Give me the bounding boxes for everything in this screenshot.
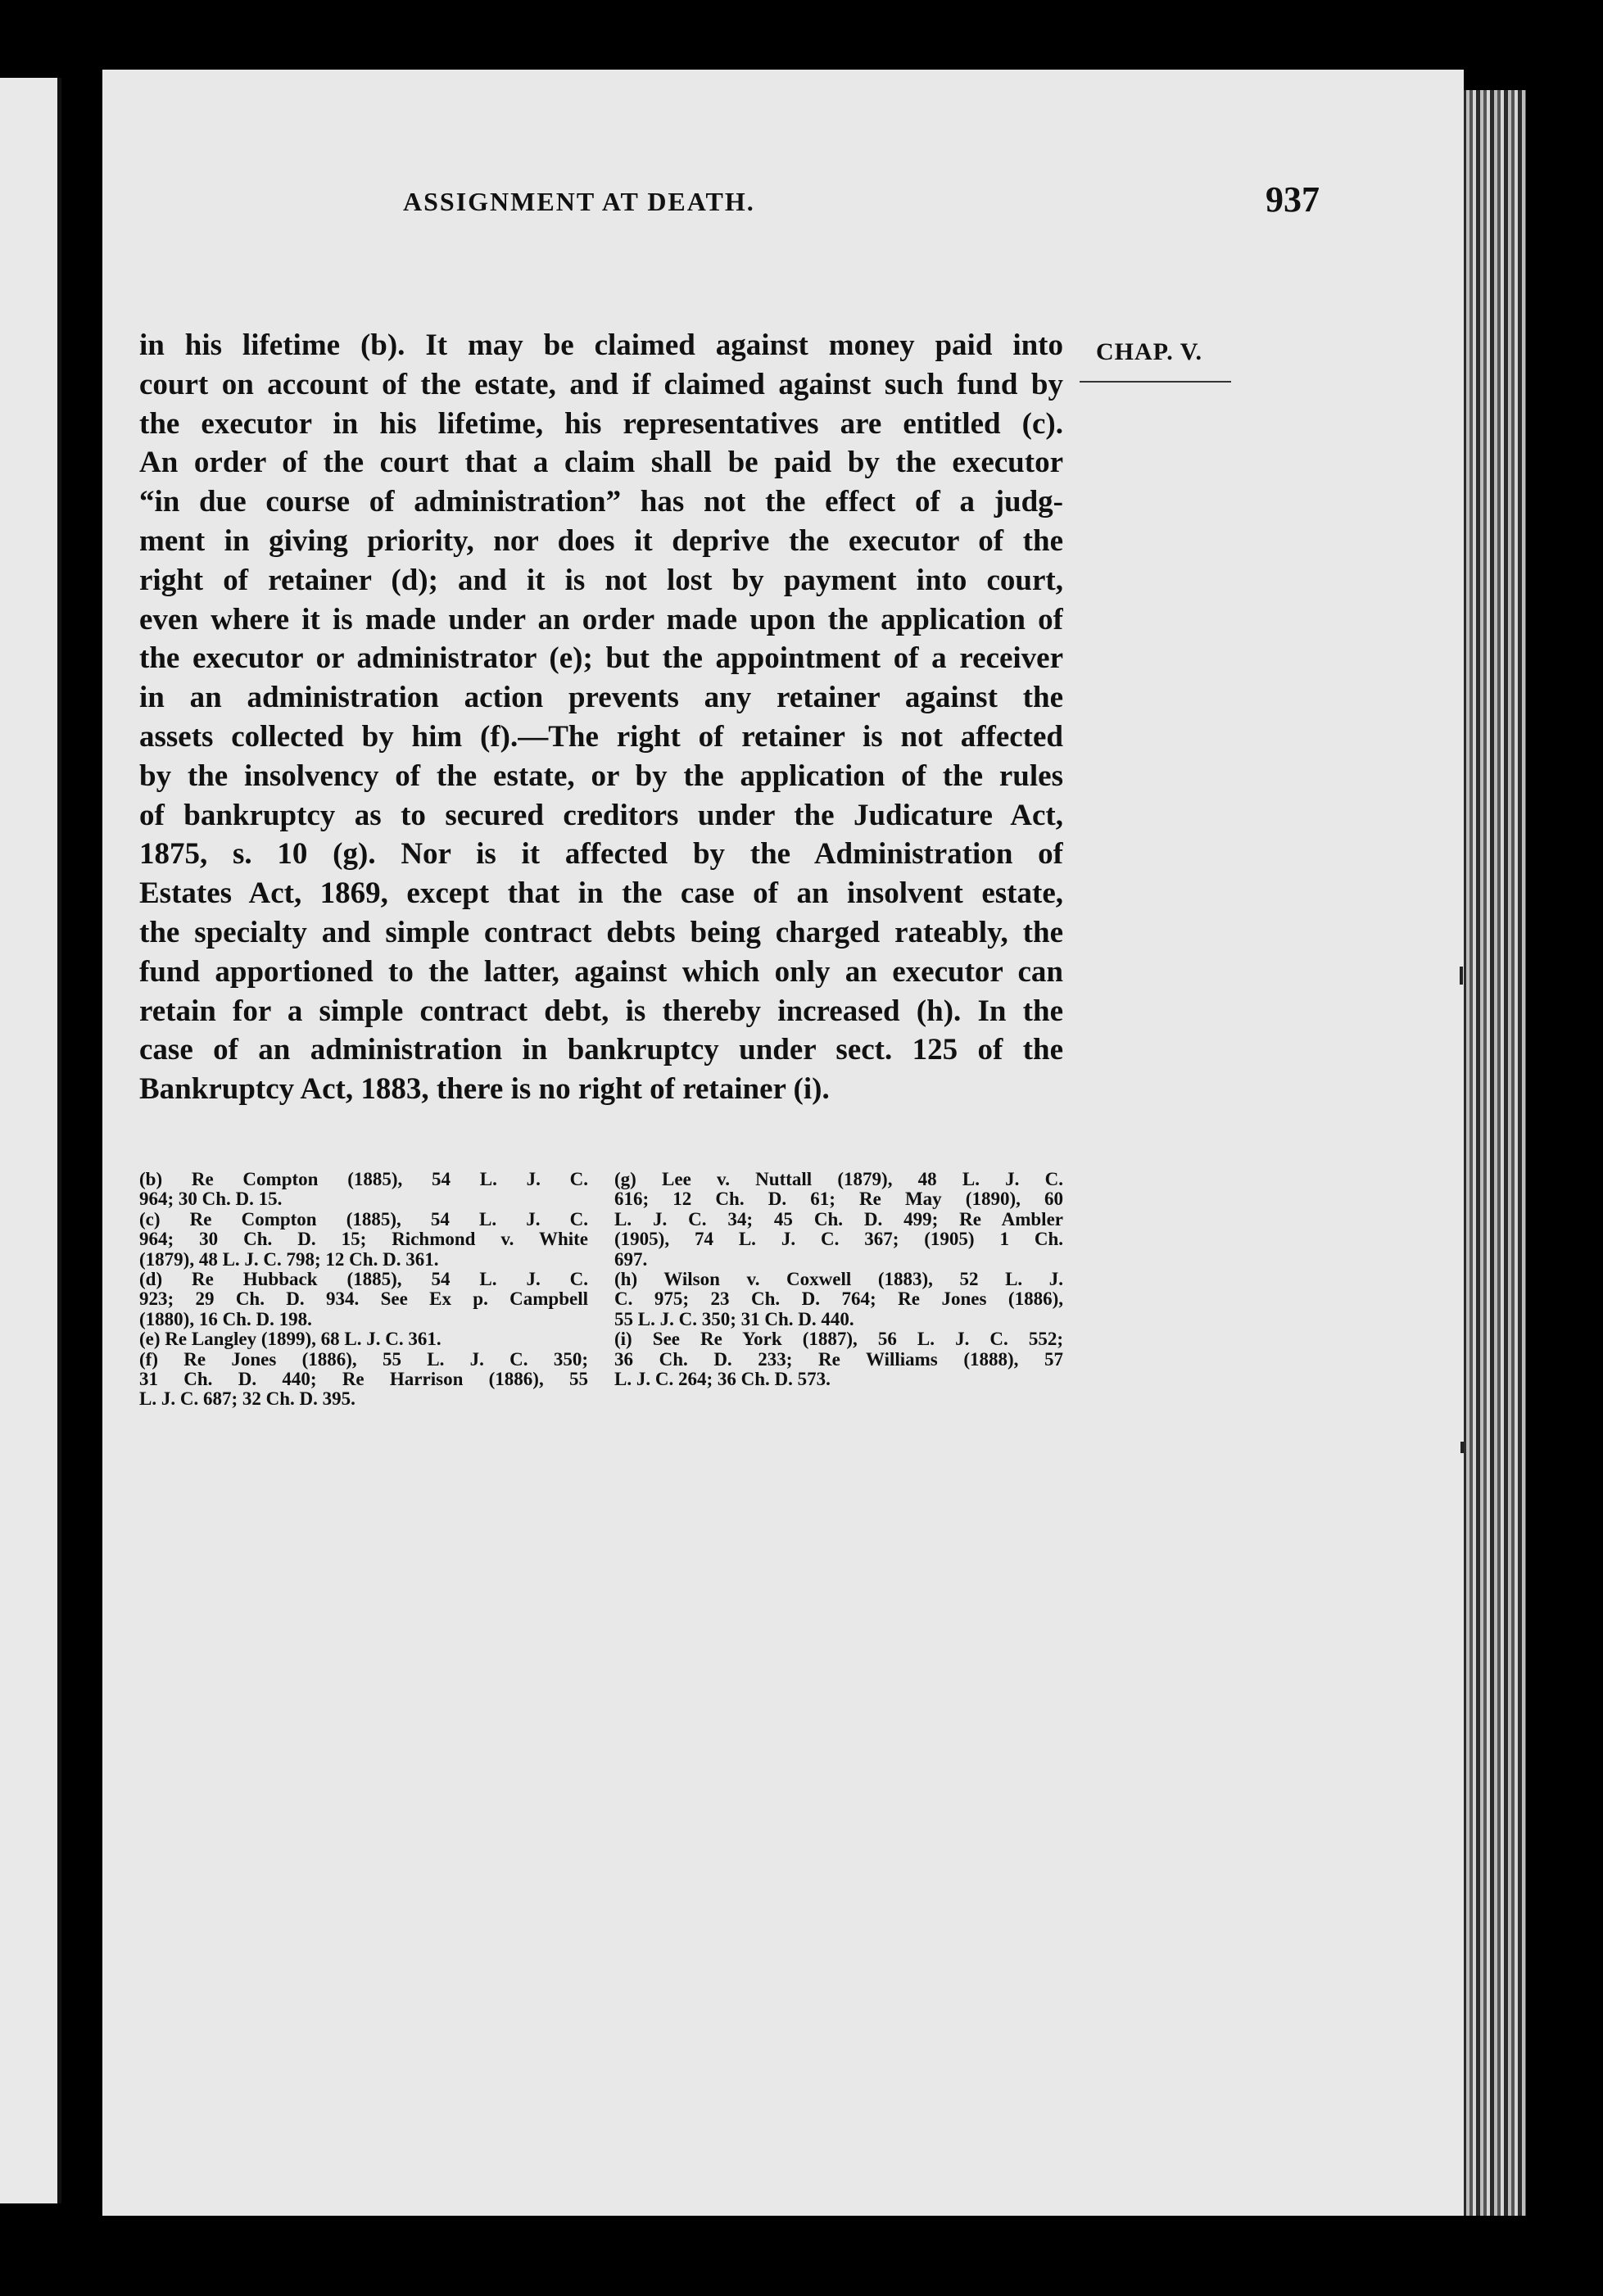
body-text-line: Bankruptcy Act, 1883, there is no right of retainer (i). bbox=[139, 1072, 830, 1107]
footnote-line: (1879), 48 L. J. C. 798; 12 Ch. D. 361. bbox=[139, 1249, 439, 1270]
footnote-line: (h) Wilson v. Coxwell (1883), 52 L. J. bbox=[614, 1269, 1063, 1289]
body-text-line: case of an administration in bankruptcy under sect. 125 of the bbox=[139, 1033, 1063, 1067]
footnote-line: (e) Re Langley (1899), 68 L. J. C. 361. bbox=[139, 1329, 442, 1350]
running-head: ASSIGNMENT AT DEATH. bbox=[403, 187, 755, 216]
page-stack-edges bbox=[1462, 90, 1526, 2216]
body-text-line: of bankruptcy as to secured creditors under the Judicature Act, bbox=[139, 798, 1063, 832]
footnote-line: 697. bbox=[614, 1249, 648, 1270]
margin-rule bbox=[1080, 381, 1231, 383]
footnote-line: 964; 30 Ch. D. 15; Richmond v. White bbox=[139, 1230, 588, 1250]
page-number: 937 bbox=[1266, 179, 1320, 220]
body-text-line: right of retainer (d); and it is not lost by payment into court, bbox=[139, 563, 1063, 597]
scan-artifact bbox=[1460, 967, 1463, 985]
body-text-line: fund apportioned to the latter, against which only an executor can bbox=[139, 954, 1063, 989]
body-text-line: 1875, s. 10 (g). Nor is it affected by the Administration of bbox=[139, 837, 1063, 872]
footnote-line: C. 975; 23 Ch. D. 764; Re Jones (1886), bbox=[614, 1289, 1063, 1310]
footnote-line: 31 Ch. D. 440; Re Harrison (1886), 55 bbox=[139, 1369, 588, 1389]
footnote-line: (c) Re Compton (1885), 54 L. J. C. bbox=[139, 1209, 588, 1230]
body-text-line: even where it is made under an order made upon the application of bbox=[139, 602, 1063, 636]
scan-artifact bbox=[1460, 1442, 1464, 1453]
body-text-line: assets collected by him (f).—The right of retainer is not affected bbox=[139, 719, 1063, 754]
footnote-line: (1880), 16 Ch. D. 198. bbox=[139, 1309, 312, 1329]
body-text-line: the executor or administrator (e); but the appointment of a receiver bbox=[139, 641, 1063, 676]
body-text-line: the specialty and simple contract debts being charged rateably, the bbox=[139, 915, 1063, 949]
body-text-line: the executor in his lifetime, his representatives are entitled (c). bbox=[139, 406, 1063, 441]
footnote-line: (d) Re Hubback (1885), 54 L. J. C. bbox=[139, 1269, 588, 1289]
body-text-line: in an administration action prevents any retainer against the bbox=[139, 681, 1063, 715]
footnote-line: L. J. C. 687; 32 Ch. D. 395. bbox=[139, 1389, 355, 1410]
body-text bbox=[139, 326, 1063, 1109]
footnote-line: 616; 12 Ch. D. 61; Re May (1890), 60 bbox=[614, 1189, 1063, 1210]
footnote-line: 36 Ch. D. 233; Re Williams (1888), 57 bbox=[614, 1349, 1063, 1370]
left-facing-page-edge bbox=[0, 78, 61, 2203]
footnote-line: (f) Re Jones (1886), 55 L. J. C. 350; bbox=[139, 1349, 588, 1370]
footnote-line: L. J. C. 264; 36 Ch. D. 573. bbox=[614, 1369, 831, 1389]
footnote-line: 923; 29 Ch. D. 934. See Ex p. Campbell bbox=[139, 1289, 588, 1310]
footnote-line: 55 L. J. C. 350; 31 Ch. D. 440. bbox=[614, 1309, 854, 1329]
footnote-line: (g) Lee v. Nuttall (1879), 48 L. J. C. bbox=[614, 1170, 1063, 1189]
footnote-line: (1905), 74 L. J. C. 367; (1905) 1 Ch. bbox=[614, 1230, 1063, 1250]
body-text-line: An order of the court that a claim shall be paid by the executor bbox=[139, 446, 1063, 480]
footnote-line: 964; 30 Ch. D. 15. bbox=[139, 1189, 283, 1210]
body-text-line: ment in giving priority, nor does it deprive the executor of the bbox=[139, 523, 1063, 558]
body-text-line: “in due course of administration” has not the effect of a judg- bbox=[139, 485, 1063, 519]
footnote-line: (b) Re Compton (1885), 54 L. J. C. bbox=[139, 1170, 588, 1189]
footnote-line: L. J. C. 34; 45 Ch. D. 499; Re Ambler bbox=[614, 1209, 1063, 1230]
footnotes-left-column bbox=[139, 1170, 588, 1410]
margin-chapter-note: CHAP. V. bbox=[1096, 338, 1202, 365]
body-text-line: retain for a simple contract debt, is thereby increased (h). In the bbox=[139, 994, 1063, 1028]
body-text-line: court on account of the estate, and if claimed against such fund by bbox=[139, 367, 1063, 401]
footnote-line: (i) See Re York (1887), 56 L. J. C. 552; bbox=[614, 1329, 1063, 1350]
body-text-line: in his lifetime (b). It may be claimed against money paid into bbox=[139, 328, 1063, 362]
footnotes-right-column bbox=[614, 1170, 1063, 1389]
body-text-line: by the insolvency of the estate, or by the application of the rules bbox=[139, 759, 1063, 793]
body-text-line: Estates Act, 1869, except that in the case of an insolvent estate, bbox=[139, 876, 1063, 911]
